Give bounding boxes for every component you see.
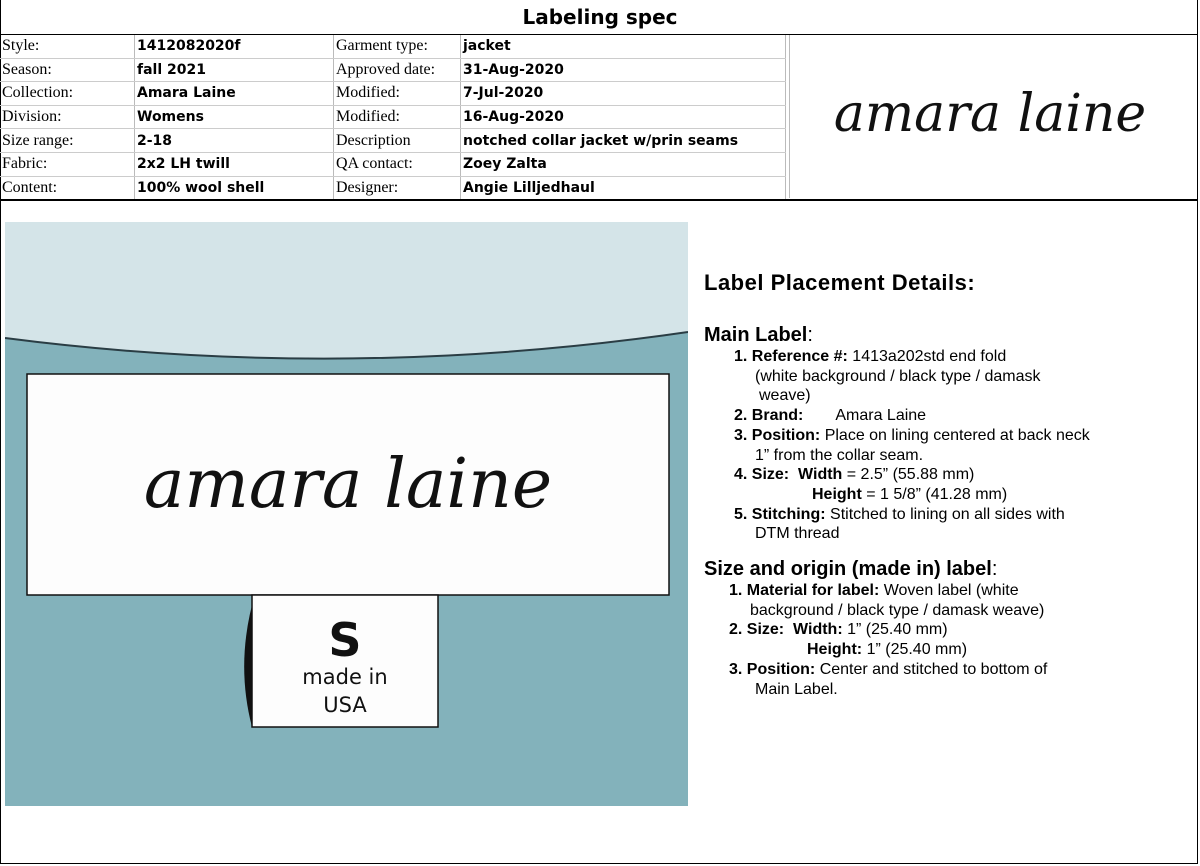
spec-label: Size range: xyxy=(0,129,135,153)
main-item-brand: 2. Brand: Amara Laine xyxy=(734,407,927,425)
main-item-reference-l2: (white background / black type / damask xyxy=(755,367,1041,385)
origin-item-size: 2. Size: Width: 1” (25.40 mm) xyxy=(729,621,948,639)
header-divider xyxy=(0,199,1198,201)
spec-value: 2x2 LH twill xyxy=(135,152,334,176)
main-item-reference: 1. Reference #: 1413a202std end fold xyxy=(734,348,1007,365)
origin-item-position: 3. Position: Center and stitched to bottom of xyxy=(729,660,1048,678)
label-illustration xyxy=(5,222,688,806)
main-item-reference-l3: weave) xyxy=(759,387,811,405)
spec-value: Angie Lilljedhaul xyxy=(461,176,786,200)
origin-line-1: made in xyxy=(302,665,388,689)
origin-item-material-l2: background / black type / damask weave) xyxy=(750,601,1045,619)
spec-row xyxy=(0,176,786,200)
spec-row xyxy=(0,58,786,82)
spec-value: Amara Laine xyxy=(135,82,334,106)
origin-item-position-l2: Main Label. xyxy=(755,680,838,698)
spec-value: 100% wool shell xyxy=(135,176,334,200)
spec-label: Division: xyxy=(0,105,135,129)
spec-label: Style: xyxy=(0,35,135,58)
origin-label-list xyxy=(704,581,1184,699)
spec-label: QA contact: xyxy=(334,152,461,176)
spec-value: jacket xyxy=(461,35,786,58)
spec-value: fall 2021 xyxy=(135,58,334,82)
main-item-position-l2: 1” from the collar seam. xyxy=(755,446,924,464)
brand-logo xyxy=(790,35,1199,198)
origin-line-2: USA xyxy=(323,693,367,717)
spec-row xyxy=(0,35,786,58)
spec-label: Fabric: xyxy=(0,152,135,176)
origin-item-size-height: Height: 1” (25.40 mm) xyxy=(807,641,968,659)
main-item-stitching: 5. Stitching: Stitched to lining on all sides with xyxy=(734,505,1065,523)
spec-label: Approved date: xyxy=(334,58,461,82)
spec-value: Zoey Zalta xyxy=(461,152,786,176)
details-heading: Label Placement Details: xyxy=(704,270,976,295)
spec-row xyxy=(0,82,786,106)
spec-value: 31-Aug-2020 xyxy=(461,58,786,82)
spec-label: Description xyxy=(334,129,461,153)
main-item-size-height: Height = 1 5/8” (41.28 mm) xyxy=(812,485,1008,503)
main-label-text: amara laine xyxy=(143,445,553,524)
spec-row xyxy=(0,105,786,129)
spec-label: Content: xyxy=(0,176,135,200)
spec-row xyxy=(0,129,786,153)
spec-row xyxy=(0,152,786,176)
spec-value: 7-Jul-2020 xyxy=(461,82,786,106)
main-item-size: 4. Size: Width = 2.5” (55.88 mm) xyxy=(734,466,975,484)
spec-label: Modified: xyxy=(334,82,461,106)
spec-value: 2-18 xyxy=(135,129,334,153)
spec-value: 1412082020f xyxy=(135,35,334,58)
page-title: Labeling spec xyxy=(522,5,678,29)
origin-item-material: 1. Material for label: Woven label (white xyxy=(729,582,1019,600)
spec-value: 16-Aug-2020 xyxy=(461,105,786,129)
main-item-stitching-l2: DTM thread xyxy=(755,525,840,543)
brand-logo-text: amara laine xyxy=(833,84,1147,144)
size-letter: S xyxy=(328,613,362,667)
spec-label: Season: xyxy=(0,58,135,82)
placement-details xyxy=(704,270,1184,699)
spec-label: Garment type: xyxy=(334,35,461,58)
spec-label: Collection: xyxy=(0,82,135,106)
spec-value: notched collar jacket w/prin seams xyxy=(461,129,786,153)
spec-value: Womens xyxy=(135,105,334,129)
main-label-list xyxy=(704,347,1184,544)
spec-table xyxy=(0,35,786,200)
brand-logo-box xyxy=(789,35,1199,198)
origin-label-section-title: Size and origin (made in) label: xyxy=(704,558,998,581)
spec-label: Modified: xyxy=(334,105,461,129)
main-item-position: 3. Position: Place on lining centered at back neck xyxy=(734,426,1090,444)
spec-label: Designer: xyxy=(334,176,461,200)
main-label-section-title: Main Label: xyxy=(704,324,813,346)
